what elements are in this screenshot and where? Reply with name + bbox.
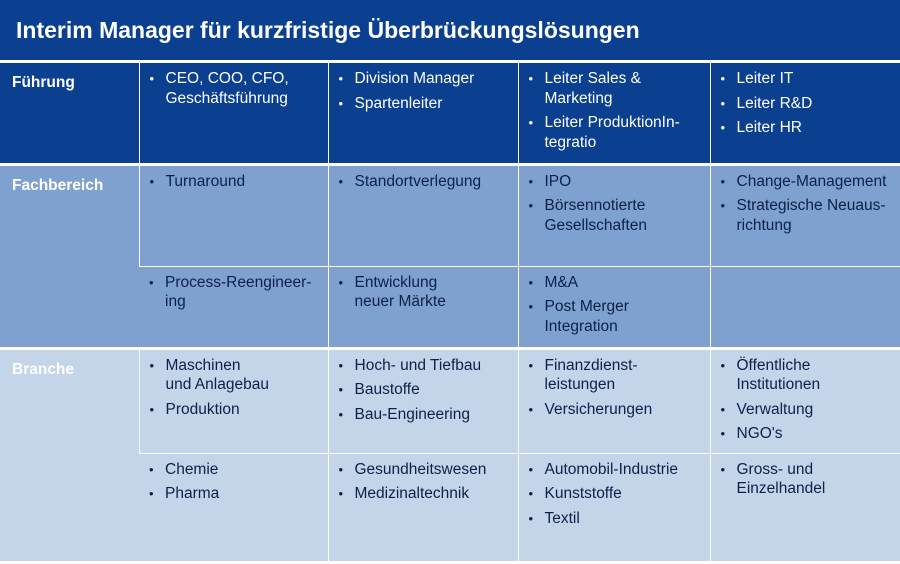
list-item: • Chemie [147, 460, 324, 480]
cell [139, 453, 328, 561]
list-item: • Medizinaltechnik [337, 484, 514, 504]
item-list [337, 460, 514, 504]
list-item: • Automobil-Industrie [527, 460, 706, 480]
item-list [147, 460, 324, 504]
list-item: • Post Merger Integration [527, 297, 706, 336]
cell [328, 453, 518, 561]
item-list [527, 172, 706, 236]
list-item: • Baustoffe [337, 380, 514, 400]
list-item: • Turnaround [148, 172, 324, 192]
list-item: • Öffentliche Institutionen [719, 356, 897, 395]
cell [710, 63, 900, 164]
list-item: • Versicherungen [527, 400, 706, 420]
item-list [719, 356, 897, 444]
cell [518, 266, 710, 348]
list-item: • Kunststoffe [527, 484, 706, 504]
list-item: • Leiter R&D [719, 94, 897, 114]
cell [518, 348, 710, 453]
page-title: Interim Manager für kurzfristige Überbrückungslösungen [0, 0, 900, 60]
row-branche-1 [0, 348, 900, 453]
cell [710, 164, 900, 266]
item-list [337, 172, 514, 192]
item-list [147, 273, 324, 312]
item-list [527, 356, 706, 420]
list-item: • Change-Management [719, 172, 897, 192]
list-item: • CEO, COO, CFO, Geschäftsführung [148, 69, 324, 108]
cell [710, 453, 900, 561]
list-item: • Textil [527, 509, 706, 529]
list-item: • Entwicklung neuer Märkte [337, 273, 514, 312]
cell [139, 266, 328, 348]
list-item: • M&A [527, 273, 706, 293]
cell [518, 453, 710, 561]
cell [139, 164, 328, 266]
list-item: • Produktion [148, 400, 324, 420]
item-list [148, 69, 324, 108]
cell [328, 266, 518, 348]
item-list [527, 273, 706, 337]
list-item: • Finanzdienst- leistungen [527, 356, 706, 395]
item-list [337, 273, 514, 312]
row-label-branche: Branche [0, 348, 139, 561]
row-label-fuehrung: Führung [0, 63, 139, 164]
interim-manager-table [0, 63, 900, 561]
item-list [337, 69, 514, 113]
cell [328, 63, 518, 164]
list-item: • Maschinen und Anlagebau [148, 356, 324, 395]
item-list [148, 356, 324, 420]
cell [139, 63, 328, 164]
row-fachbereich-1 [0, 164, 900, 266]
list-item: • Leiter Sales & Marketing [527, 69, 706, 108]
list-item: • Process-Reengineer- ing [147, 273, 324, 312]
item-list [148, 172, 324, 192]
row-fuehrung [0, 63, 900, 164]
list-item: • Spartenleiter [337, 94, 514, 114]
item-list [719, 69, 897, 138]
cell [710, 266, 900, 348]
list-item: • Gross- und Einzelhandel [719, 460, 897, 499]
item-list [719, 172, 897, 236]
list-item: • Division Manager [337, 69, 514, 89]
list-item: • Leiter IT [719, 69, 897, 89]
cell [518, 63, 710, 164]
list-item: • Standortverlegung [337, 172, 514, 192]
list-item: • Leiter ProduktionIn- tegratio [527, 113, 706, 152]
list-item: • IPO [527, 172, 706, 192]
list-item: • Pharma [147, 484, 324, 504]
item-list [527, 69, 706, 152]
item-list [527, 460, 706, 529]
cell [328, 348, 518, 453]
cell [710, 348, 900, 453]
list-item: • Verwaltung [719, 400, 897, 420]
list-item: • Hoch- und Tiefbau [337, 356, 514, 376]
list-item: • Leiter HR [719, 118, 897, 138]
list-item: • Gesundheitswesen [337, 460, 514, 480]
list-item: • NGO's [719, 424, 897, 444]
row-label-fachbereich: Fachbereich [0, 164, 139, 348]
item-list [337, 356, 514, 425]
list-item: • Strategische Neuaus- richtung [719, 196, 897, 235]
cell [139, 348, 328, 453]
list-item: • Börsennotierte Gesellschaften [527, 196, 706, 235]
item-list [719, 460, 897, 499]
list-item: • Bau-Engineering [337, 405, 514, 425]
cell [328, 164, 518, 266]
cell [518, 164, 710, 266]
